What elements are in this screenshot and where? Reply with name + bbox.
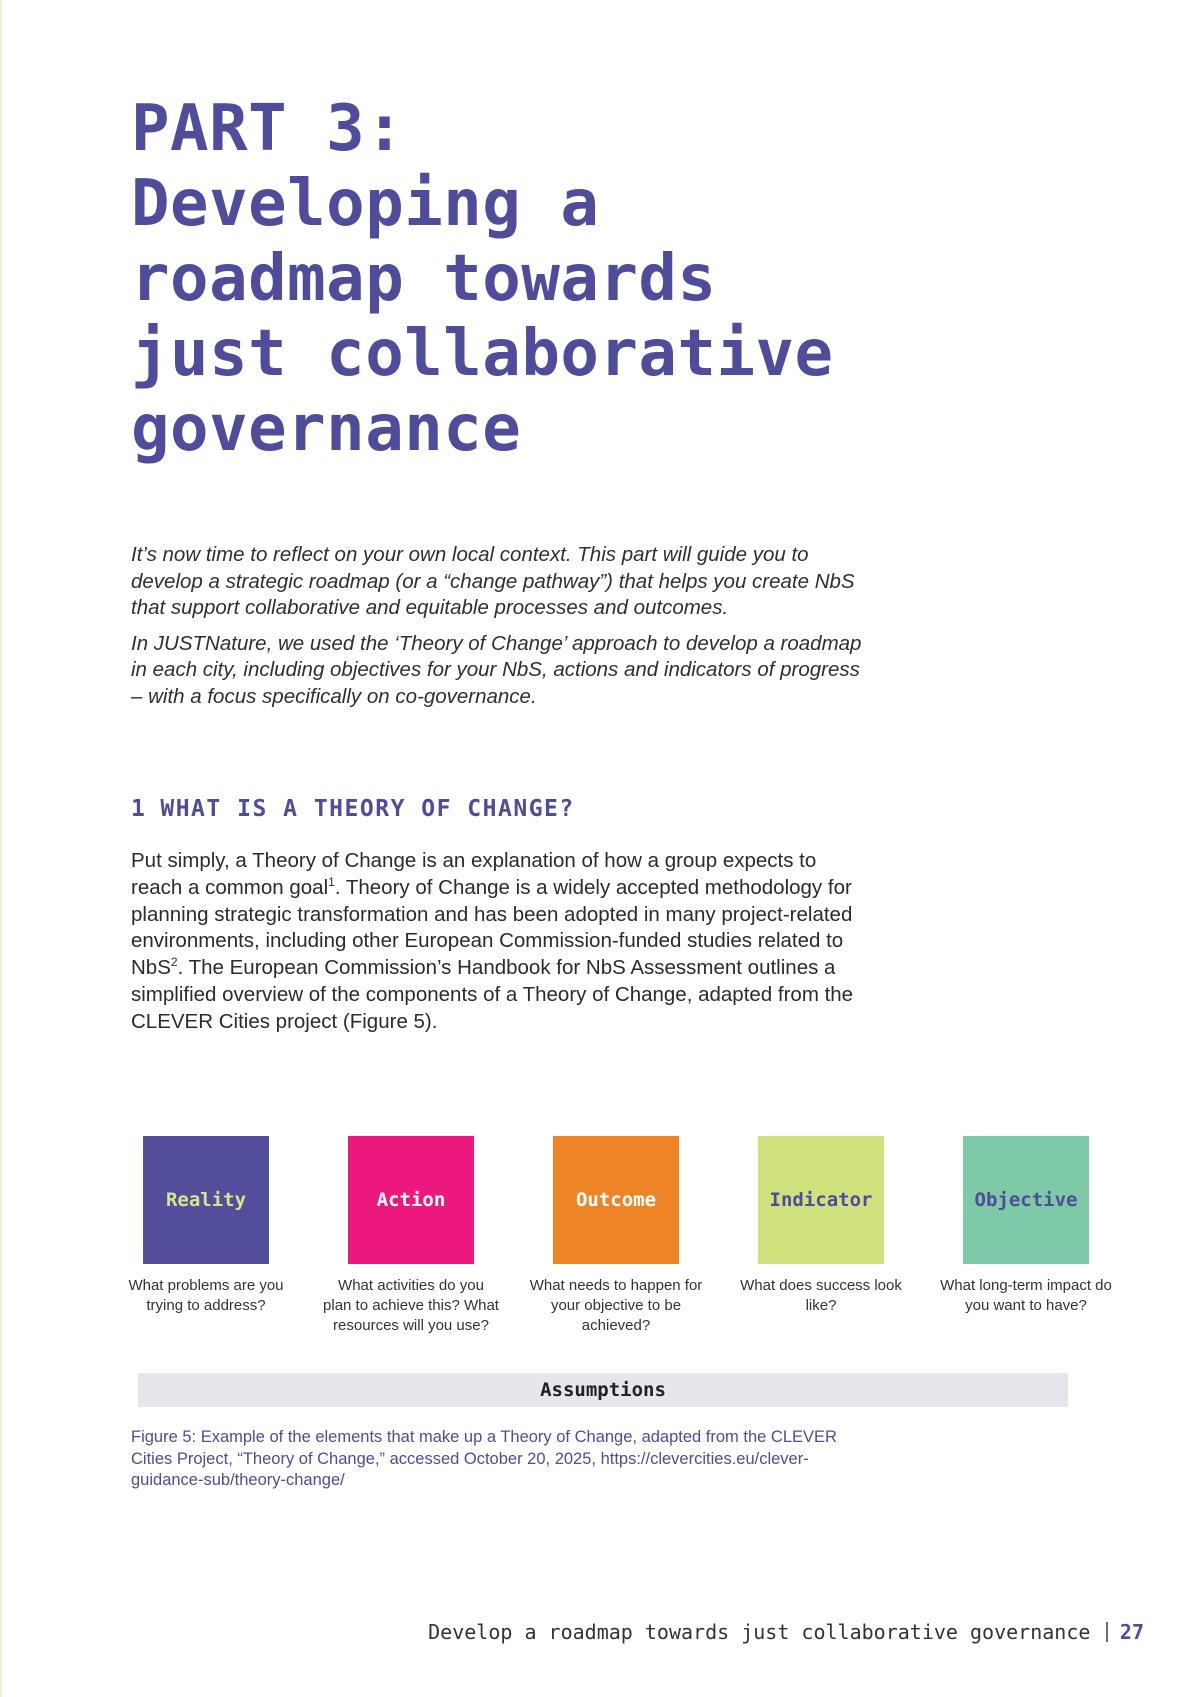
step-indicator: [733, 1136, 909, 1316]
title-line: PART 3:: [131, 92, 405, 166]
step-outcome: [528, 1136, 704, 1336]
step-description: What activities do you plan to achieve this? What resources will you use?: [323, 1277, 499, 1334]
footnote-ref-2[interactable]: 2: [170, 955, 178, 970]
step-objective: [938, 1136, 1114, 1316]
title-line: Developing a: [131, 167, 600, 241]
section-body: [131, 848, 871, 1036]
step-label: Objective: [974, 1189, 1078, 1211]
title-line: just collaborative: [131, 317, 834, 391]
body-part: Put simply, a Theory of Change is an explanation of how a group expects to reach a common goal: [131, 849, 817, 899]
assumptions-bar: Assumptions: [138, 1373, 1068, 1407]
step-label: Indicator: [769, 1189, 873, 1211]
step-label: Outcome: [575, 1189, 657, 1211]
theory-of-change-figure: [118, 1136, 1112, 1416]
page-title: [131, 92, 1031, 467]
section-heading: [131, 796, 575, 822]
page-number: 27: [1119, 1620, 1144, 1644]
page-edge-strip: [0, 0, 2, 1697]
step-action: [323, 1136, 499, 1336]
body-part: . Theory of Change is a widely accepted methodology for planning strategic transformation and has been adopted in many project-related environments, including other European Commission-funded studies related to NbS: [131, 875, 853, 980]
page-footer: [428, 1620, 1144, 1644]
figure-caption: Figure 5: Example of the elements that make up a Theory of Change, adapted from the CLEVER Cities Project, “Theory of Change,” accessed October 20, 2025, https://clevercities.eu/clever-guidance-sub/theory-change/: [131, 1428, 837, 1489]
step-reality: [118, 1136, 294, 1316]
footer-text: Develop a roadmap towards just collaborative governance: [428, 1620, 1091, 1644]
title-line: roadmap towards: [131, 242, 717, 316]
step-description: What problems are you trying to address?: [128, 1277, 284, 1314]
step-box-outcome: [553, 1136, 679, 1264]
section-heading-text: WHAT IS A THEORY OF CHANGE?: [160, 796, 575, 822]
section-number: 1: [131, 796, 147, 822]
title-line: governance: [131, 392, 522, 466]
step-description: What does success look like?: [740, 1277, 902, 1314]
step-description: What long-term impact do you want to have?: [940, 1277, 1112, 1314]
step-box-indicator: [758, 1136, 884, 1264]
footnote-ref-1[interactable]: 1: [328, 874, 335, 889]
intro-text: [131, 542, 871, 719]
intro-paragraph: In JUSTNature, we used the ‘Theory of Change’ approach to develop a roadmap in each city, including objectives for your NbS, actions and indicators of progress – with a focus specifically on co-governance.: [131, 631, 862, 708]
step-box-reality: [143, 1136, 269, 1264]
step-box-action: [348, 1136, 474, 1264]
step-description: What needs to happen for your objective to be achieved?: [529, 1277, 703, 1334]
footer-divider: [1106, 1622, 1108, 1642]
intro-paragraph: It’s now time to reflect on your own local context. This part will guide you to develop a strategic roadmap (or a “change pathway”) that helps you create NbS that support collaborative and equitable processes and outcomes.: [131, 543, 855, 619]
step-label: Reality: [165, 1189, 247, 1211]
step-box-objective: [963, 1136, 1089, 1264]
step-label: Action: [376, 1189, 446, 1211]
body-part: . The European Commission’s Handbook for NbS Assessment outlines a simplified overview of the components of a Theory of Change, adapted from the CLEVER Cities project (Figure 5).: [131, 956, 854, 1033]
